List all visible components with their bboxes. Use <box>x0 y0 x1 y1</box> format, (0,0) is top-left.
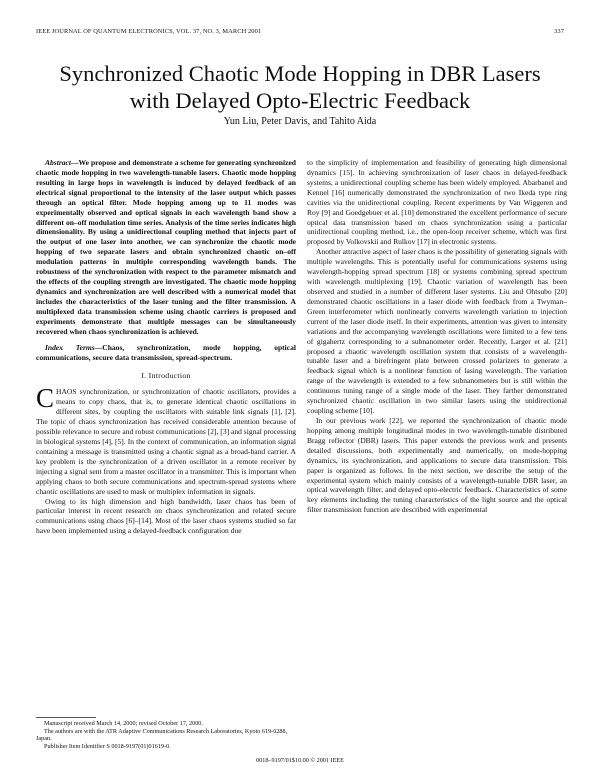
abstract-text: We propose and demonstrate a scheme for generating synchronized chaotic mode hopping in two wavelength-tunable lasers. Chaotic mode hopping resulting in large hops in wavelength is induced by delayed feedback of an electrical signal proportional to the intensity of the laser output which passes through an optical filter. Mode hopping among up to 11 modes was experimentally observed and optical signals in each wavelength band show a different on–off modulation time series. Analysis of the time series indicates high dimensionality. By using a unidirectional coupling method that injects part of the output of one laser into another, we can synchronize the chaotic mode hopping of two separate lasers and obtain synchronized chaotic on–off modulation patterns in multiple corresponding wavelength bands. The robustness of the synchronization with respect to the parameter mismatch and the effects of the coupling strength are investigated. The chaotic mode hopping dynamics and synchronization are well described with a numerical model that includes the characteristics of the laser tuning and the filter transmission. A multiplexed data transmission scheme using chaotic carriers is proposed and experiments demonstrate that multiple messages can be simultaneously recovered when chaos synchronization is achieved. <box>36 158 296 336</box>
left-column <box>36 158 296 536</box>
right-paragraph-3: In our previous work [22], we reported the synchronization of chaotic mode hopping among multiple longitudinal modes in two wavelength-tunable distributed Bragg reflector (DBR) lasers. This paper extends the previous work and presents detailed discussions, both experimentally and numerically, on mode-hopping dynamics, its synchronization, and applications to secure data transmission. This paper is organized as follows. In the next section, we describe the setup of the experimental system which mainly consists of a wavelength-tunable DBR laser, an optical wavelength filter, and delayed opto-electric feedback. Characteristics of some key elements including the tuning characteristics of the light source and the optical filter transmission function are described with experimental <box>307 415 567 515</box>
footnote-pii: Publisher Item Identifier S 0018-9197(01)01619-0. <box>44 742 171 750</box>
copyright-footer: 0018–9197/01$10.00 © 2001 IEEE <box>256 757 344 764</box>
author-list: Yun Liu, Peter Davis, and Tahito Aida <box>223 116 377 127</box>
paper-title <box>20 60 580 114</box>
intro-paragraph-1 <box>36 383 296 496</box>
intro-paragraph-1-text: HAOS synchronization, or synchronization of chaotic oscillators, provides a means to copy chaos, that is, to generate identical chaotic oscillations in different sites, by coupling the oscillators with suitable link signals [1], [2]. The topic of chaos synchronization has received considerable attention because of possible relevance to secure and robust communications [2], [3] and signal processing in biological systems [4], [5]. In the context of communication, an information signal containing a message is transmitted using a chaotic signal as a broad-band carrier. A key problem is the synchronization of a driven oscillator in a remote receiver by injecting a signal sent from a master oscillator in a transmitter. This is important when applying chaos to both secure communications and spectrum-spread systems where chaotic oscillations are used to mask or multiplex information in signals. <box>36 387 296 496</box>
running-header <box>36 28 564 40</box>
abstract-lead: Abstract— <box>45 158 79 167</box>
right-paragraph-1: to the simplicity of implementation and feasibility of generating high dimensional dynamics [15]. In achieving synchronization of laser chaos in delayed-feedback systems, a unidirectional coupling scheme has been widely employed. Abarbanel and Kennel [16] numerically demonstrated the synchronization of two Ikeda type ring cavities via the unidirectional coupling. Recent experiments by Van Wiggeren and Roy [9] and Goedgebuer et al. [10] demonstrated the excellent performance of secure optical data transmission based on chaos synchronization using a particular unidirectional coupling method, i.e., the open-loop receiver scheme, which was first proposed by Volkovskii and Rulkov [17] in electronic systems. <box>307 158 567 247</box>
index-terms <box>36 343 296 363</box>
footnote-received: Manuscript received March 14, 2000; revised October 17, 2000. <box>44 720 203 727</box>
footnote <box>36 717 296 750</box>
title-line-1: Synchronized Chaotic Mode Hopping in DBR Lasers <box>59 61 541 86</box>
footnote-affiliation: The authors are with the ATR Adaptive Communications Research Laboratories, Kyoto 619-0288, Japan. <box>36 727 288 743</box>
footnote-rule <box>36 717 96 718</box>
abstract <box>36 158 296 337</box>
index-terms-lead: Index Terms— <box>45 342 103 352</box>
section-heading: I. Introduction <box>141 371 191 381</box>
journal-info: IEEE JOURNAL OF QUANTUM ELECTRONICS, VOL. 37, NO. 3, MARCH 2001 <box>36 28 262 35</box>
title-line-2: with Delayed Opto-Electric Feedback <box>129 88 471 113</box>
page-number: 337 <box>554 28 564 35</box>
drop-cap: C <box>36 383 55 414</box>
right-column <box>307 158 567 515</box>
index-terms-text: Chaos, synchronization, mode hopping, optical communications, secure data transmission, spread-spectrum. <box>36 342 296 362</box>
intro-paragraph-2: Owing to its high dimension and high bandwidth, laser chaos has been of particular interest in recent research on chaos synchronization and related secure communications using chaos [6]–[14]. Most of the laser chaos systems studied so far have been implemented using a delayed-feedback configuration due <box>36 496 296 536</box>
right-paragraph-2: Another attractive aspect of laser chaos is the possibility of generating signals with multiple wavelengths. This is potentially useful for communications systems using wavelength-hopping spread spectrum [18] or systems combining spread spectrum with wavelength multiplexing [19]. Chaotic variation of wavelength has been observed and studied in a number of different laser systems. Liu and Ohtsubo [20] demonstrated chaotic oscillations in a laser diode with feedback from a Twyman–Green interferometer which nonlinearly converts wavelength variation to injection current of the laser diode itself. In their experiments, attention was given to intensity variations and the accompanying wavelength oscillations were limited to a few tens of gigahertz corresponding to a subnanometer order. Recently, Larger et al. [21] proposed a chaotic wavelength oscillation system that consists of a wavelength-tunable laser and a birefringent plate between crossed polarizers to generate a feedback signal which is a nonlinear function of lasing wavelength. The variation range of the wavelength is extended to a few subnanometers but is still within the continuous tuning range of a single mode of the laser. They farther demonstrated synchronized chaotic oscillation in two similar lasers using the unidirectional coupling scheme [10]. <box>307 247 567 416</box>
